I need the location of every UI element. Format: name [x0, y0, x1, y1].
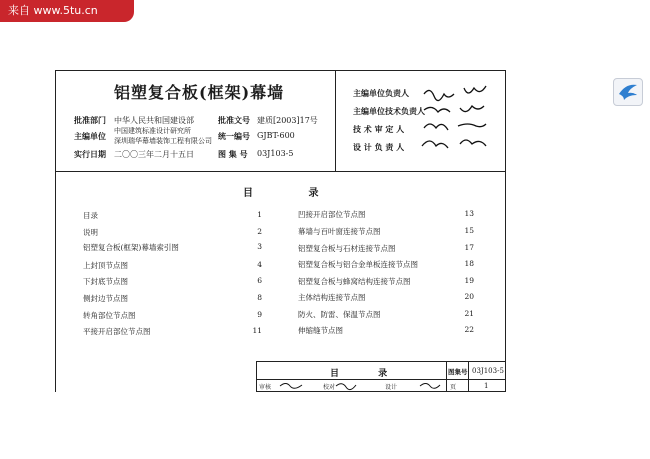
toc-entry-page: 4: [257, 260, 262, 269]
title-block-page-label: 页: [450, 384, 457, 391]
toc-entry-label: 凹接开启部位节点图: [298, 210, 366, 219]
toc-entry[interactable]: [83, 310, 262, 322]
toc-heading: 目 录: [243, 188, 345, 199]
watermark-banner: 来自 www.5tu.cn: [0, 0, 134, 22]
toc-entry-label: 主体结构连接节点图: [298, 293, 366, 302]
toc-entry-label: 平接开启部位节点图: [83, 327, 151, 336]
toc-entry[interactable]: [83, 326, 262, 338]
toc-entry-page: 2: [257, 227, 262, 236]
sheet-border-left: [55, 70, 56, 392]
unified-no-label: 统一编号: [218, 131, 250, 141]
atlas-no-label: 图 集 号: [218, 149, 248, 159]
toc-entry-label: 铝塑复合板(框架)幕墙索引图: [83, 243, 179, 252]
toc-entry-page: 19: [464, 276, 474, 285]
toc-entry-label: 侧封边节点图: [83, 294, 128, 303]
sheet-border-right: [505, 70, 506, 392]
editor-unit-value: 中国建筑标准设计研究所: [114, 127, 191, 135]
toc-entry-page: 13: [464, 209, 474, 218]
toc-entry[interactable]: [298, 226, 474, 238]
toc-entry[interactable]: [83, 227, 262, 239]
toc-entry-page: 6: [257, 276, 262, 285]
bird-logo-icon: [614, 79, 642, 105]
atlas-no-value: 03J103-5: [257, 149, 294, 158]
role-chief-editor: 主编单位负责人: [353, 88, 409, 98]
approval-dept-value: 中华人民共和国建设部: [114, 116, 194, 125]
toc-entry[interactable]: [298, 276, 474, 288]
toc-entry-label: 目录: [83, 211, 98, 220]
approval-no-value: 建质[2003]17号: [257, 116, 318, 125]
editor-unit-label: 主编单位: [74, 131, 106, 141]
toc-entry[interactable]: [298, 325, 474, 337]
effective-date-value: 二〇〇三年二月十五日: [114, 150, 194, 159]
title-block-check: 校对: [323, 384, 336, 391]
toc-entry[interactable]: [83, 242, 262, 254]
toc-entry-page: 18: [464, 259, 474, 268]
title-block-name: 目 录: [330, 369, 406, 379]
header-divider: [55, 171, 506, 172]
sheet-border-top: [55, 70, 506, 71]
toc-entry-label: 伸缩缝节点图: [298, 326, 343, 335]
approval-no-label: 批准文号: [218, 115, 250, 125]
share-button[interactable]: [613, 78, 643, 106]
editor-unit-value2: 深圳瑞华幕墙装饰工程有限公司: [114, 137, 212, 145]
role-design-lead: 设 计 负 责 人: [353, 142, 405, 152]
title-block-design: 设计: [385, 384, 398, 391]
toc-entry[interactable]: [298, 209, 474, 221]
toc-entry-label: 下封底节点图: [83, 277, 128, 286]
unified-no-value: GJBT-600: [257, 131, 295, 140]
title-block-review: 审核: [259, 384, 272, 391]
toc-entry-page: 3: [257, 242, 262, 251]
toc-entry-label: 说明: [83, 228, 98, 237]
toc-entry[interactable]: [83, 210, 262, 222]
toc-entry-page: 20: [464, 292, 474, 301]
toc-entry[interactable]: [83, 293, 262, 305]
role-tech-lead: 主编单位技术负责人: [353, 106, 425, 116]
toc-entry[interactable]: [298, 309, 474, 321]
title-block-atlas-no: 03J103-5: [472, 367, 504, 375]
toc-entry-label: 防火、防雷、保温节点图: [298, 310, 381, 319]
toc-entry[interactable]: [298, 243, 474, 255]
toc-entry-label: 转角部位节点图: [83, 311, 136, 320]
toc-entry[interactable]: [298, 259, 474, 271]
toc-entry-label: 铝塑复合板与铝合金单板连接节点图: [298, 260, 418, 269]
toc-entry-label: 铝塑复合板与蜂窝结构连接节点图: [298, 277, 411, 286]
signatures: [420, 82, 502, 162]
toc-entry-page: 8: [257, 293, 262, 302]
toc-entry-label: 铝塑复合板与石材连接节点图: [298, 244, 396, 253]
title-block-page: 1: [484, 382, 489, 390]
toc-entry-page: 15: [464, 226, 474, 235]
toc-entry-page: 17: [464, 243, 474, 252]
toc-entry-page: 9: [257, 310, 262, 319]
toc-entry[interactable]: [83, 276, 262, 288]
toc-entry[interactable]: [83, 260, 262, 272]
toc-entry-page: 22: [464, 325, 474, 334]
title-block-signatures: [272, 380, 442, 391]
toc-entry-label: 幕墙与百叶窗连接节点图: [298, 227, 381, 236]
header-vertical-divider: [335, 70, 336, 171]
approval-dept-label: 批准部门: [74, 115, 106, 125]
toc-entry-page: 1: [257, 210, 262, 219]
toc-entry-label: 上封顶节点图: [83, 261, 128, 270]
toc-entry-page: 21: [464, 309, 474, 318]
document-title: 铝塑复合板(框架)幕墙: [114, 83, 285, 102]
toc-entry-page: 11: [252, 326, 262, 335]
title-block-atlas-label: 图集号: [448, 368, 468, 376]
effective-date-label: 实行日期: [74, 149, 106, 159]
role-tech-reviewer: 技 术 审 定 人: [353, 124, 405, 134]
toc-entry[interactable]: [298, 292, 474, 304]
